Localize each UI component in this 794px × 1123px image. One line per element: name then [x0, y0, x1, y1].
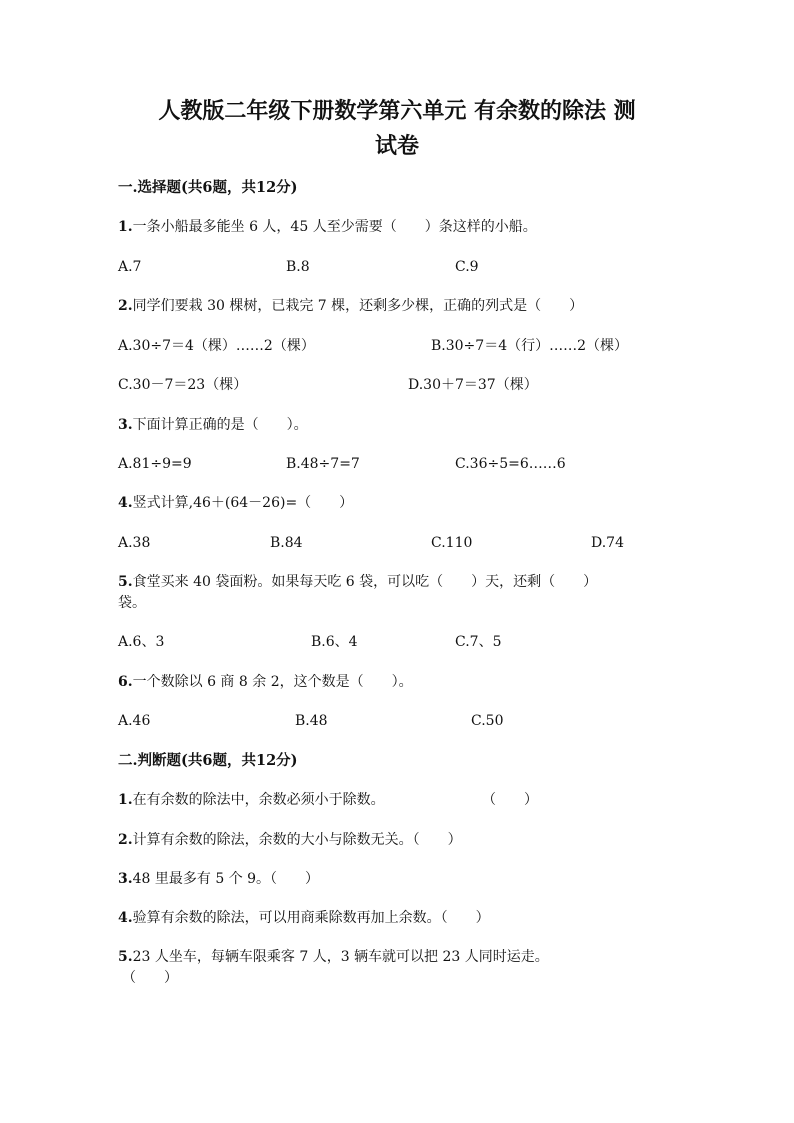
option-a: A.6、3 [118, 634, 165, 650]
option-b: B.84 [270, 535, 303, 551]
question-number: 4. [118, 495, 133, 511]
judgment-question-4 [118, 908, 490, 928]
question-number: 5. [118, 949, 133, 965]
question-number: 1. [118, 219, 133, 235]
question-number: 2. [118, 832, 133, 848]
judgment-question-5-continued: （ ） [122, 970, 178, 986]
question-text: 同学们要栽 30 棵树，已栽完 7 棵，还剩多少棵，正确的列式是（ ） [132, 298, 584, 314]
question-text: 在有余数的除法中，余数必须小于除数。 [132, 792, 385, 808]
question-number: 6. [118, 674, 133, 690]
section-heading-judgment: 二.判断题(共6题，共12分) [118, 752, 298, 769]
option-c: C.9 [455, 259, 479, 275]
option-d: D.30＋7＝37（棵） [408, 377, 538, 393]
option-a: A.46 [118, 713, 151, 729]
option-b: B.6、4 [311, 634, 358, 650]
option-c: C.50 [471, 713, 504, 729]
question-text: 48 里最多有 5 个 9。（ ） [132, 871, 320, 887]
option-a: A.30÷7＝4（棵）……2（棵） [118, 338, 315, 354]
question-5-continued: 袋。 [118, 595, 146, 611]
option-a: A.81÷9=9 [118, 456, 192, 472]
option-a: A.38 [118, 535, 151, 551]
question-number: 2. [118, 298, 133, 314]
judgment-question-2 [118, 830, 462, 850]
question-text: 一个数除以 6 商 8 余 2，这个数是（ ）。 [132, 674, 413, 690]
option-c: C.30－7＝23（棵） [118, 377, 248, 393]
question-text: 食堂买来 40 袋面粉。如果每天吃 6 袋，可以吃（ ）天，还剩（ ） [132, 574, 598, 590]
question-text: 计算有余数的除法，余数的大小与除数无关。（ ） [132, 832, 462, 848]
option-c: C.110 [431, 535, 473, 551]
judgment-question-3 [118, 869, 319, 889]
question-text: 一条小船最多能坐 6 人，45 人至少需要（ ）条这样的小船。 [132, 219, 537, 235]
question-text: 23 人坐车，每辆车限乘客 7 人，3 辆车就可以把 23 人同时运走。 [132, 949, 549, 965]
option-c: C.7、5 [455, 634, 502, 650]
question-2 [118, 296, 583, 316]
question-3 [118, 415, 308, 435]
question-text: 下面计算正确的是（ ）。 [132, 417, 308, 433]
option-c: C.36÷5=6……6 [455, 456, 566, 472]
question-number: 5. [118, 574, 133, 590]
option-b: B.30÷7＝4（行）……2（棵） [431, 338, 629, 354]
option-b: B.48 [295, 713, 328, 729]
judgment-question-1 [118, 790, 385, 810]
option-a: A.7 [118, 259, 142, 275]
judgment-question-5 [118, 947, 549, 967]
page-title-continued: 试卷 [374, 133, 419, 159]
question-number: 1. [118, 792, 133, 808]
question-1 [118, 217, 537, 237]
question-number: 4. [118, 910, 133, 926]
option-d: D.74 [591, 535, 624, 551]
question-4 [118, 493, 353, 513]
option-b: B.8 [286, 259, 310, 275]
question-text: 验算有余数的除法，可以用商乘除数再加上余数。（ ） [132, 910, 490, 926]
section-heading-choice: 一.选择题(共6题，共12分) [118, 179, 298, 196]
question-6 [118, 672, 413, 692]
page-title: 人教版二年级下册数学第六单元 有余数的除法 测 [158, 98, 636, 124]
option-b: B.48÷7=7 [286, 456, 360, 472]
question-number: 3. [118, 871, 133, 887]
question-number: 3. [118, 417, 133, 433]
question-5 [118, 572, 597, 592]
question-text: 竖式计算,46＋(64－26)=（ ） [132, 495, 354, 511]
answer-parentheses: （ ） [482, 792, 538, 808]
